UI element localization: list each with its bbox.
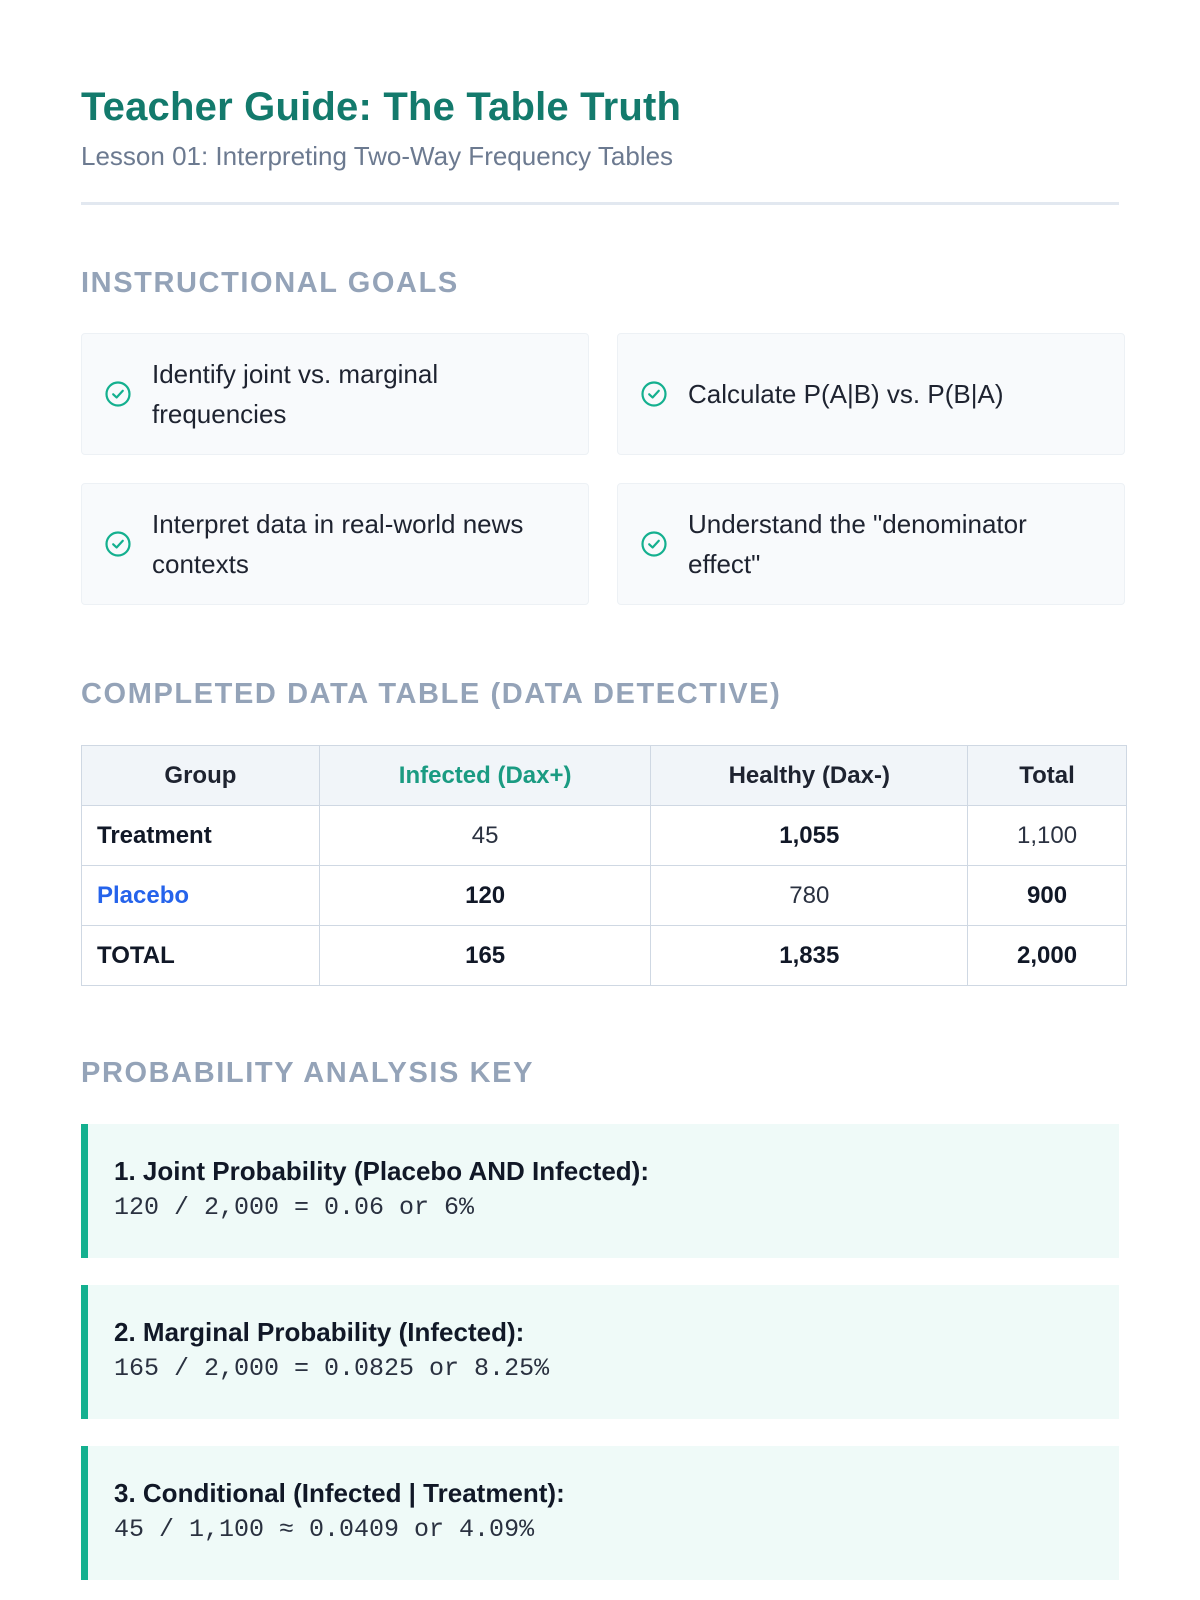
- goal-card: [81, 333, 589, 455]
- check-circle-icon: [640, 380, 668, 408]
- goal-card: [617, 483, 1125, 605]
- goal-card: [81, 483, 589, 605]
- answer-key-card: [81, 1285, 1119, 1419]
- goal-label: Calculate P(A|B) vs. P(B|A): [688, 379, 1004, 409]
- table-row: [82, 926, 1127, 986]
- check-circle-icon: [104, 530, 132, 558]
- answer-key-formula: 45 / 1,100 ≈ 0.0409 or 4.09%: [114, 1515, 535, 1544]
- answer-key-formula: 120 / 2,000 = 0.06 or 6%: [114, 1193, 475, 1222]
- goal-label: Understand the "denominator effect": [688, 509, 1027, 579]
- cell-total: 1,100: [968, 806, 1127, 866]
- page-subtitle: Lesson 01: Interpreting Two-Way Frequency Tables: [81, 141, 674, 171]
- answer-key-formula: 165 / 2,000 = 0.0825 or 8.25%: [114, 1354, 550, 1383]
- header-divider: [81, 202, 1119, 205]
- answer-key-title: 1. Joint Probability (Placebo AND Infected):: [114, 1156, 649, 1186]
- table-header-row: [82, 746, 1127, 806]
- answer-key-card: [81, 1446, 1119, 1580]
- table-row: [82, 806, 1127, 866]
- table-row: [82, 866, 1127, 926]
- cell-healthy: 780: [651, 866, 968, 926]
- column-header-infected: Infected (Dax+): [319, 746, 651, 806]
- answer-key-title: 3. Conditional (Infected | Treatment):: [114, 1478, 565, 1508]
- cell-total: 900: [968, 866, 1127, 926]
- answer-key-title: 2. Marginal Probability (Infected):: [114, 1317, 525, 1347]
- cell-total: 2,000: [968, 926, 1127, 986]
- row-label-total: TOTAL: [82, 926, 320, 986]
- goal-label: Identify joint vs. marginal frequencies: [152, 359, 439, 429]
- goals-heading: INSTRUCTIONAL GOALS: [81, 267, 459, 299]
- goal-card: [617, 333, 1125, 455]
- check-circle-icon: [104, 380, 132, 408]
- goals-grid: [81, 333, 1119, 605]
- goal-label: Interpret data in real-world news contexts: [152, 509, 524, 579]
- row-label-placebo: Placebo: [82, 866, 320, 926]
- cell-healthy: 1,835: [651, 926, 968, 986]
- data-table: [81, 745, 1127, 986]
- page-title: Teacher Guide: The Table Truth: [81, 85, 682, 129]
- column-header-total: Total: [968, 746, 1127, 806]
- table-heading: COMPLETED DATA TABLE (DATA DETECTIVE): [81, 678, 782, 710]
- key-heading: PROBABILITY ANALYSIS KEY: [81, 1057, 535, 1089]
- answer-key-card: [81, 1124, 1119, 1258]
- column-header-group: Group: [82, 746, 320, 806]
- cell-infected: 120: [319, 866, 651, 926]
- cell-healthy: 1,055: [651, 806, 968, 866]
- row-label-treatment: Treatment: [82, 806, 320, 866]
- answer-key-list: [81, 1124, 1119, 1580]
- column-header-healthy: Healthy (Dax-): [651, 746, 968, 806]
- check-circle-icon: [640, 530, 668, 558]
- cell-infected: 165: [319, 926, 651, 986]
- cell-infected: 45: [319, 806, 651, 866]
